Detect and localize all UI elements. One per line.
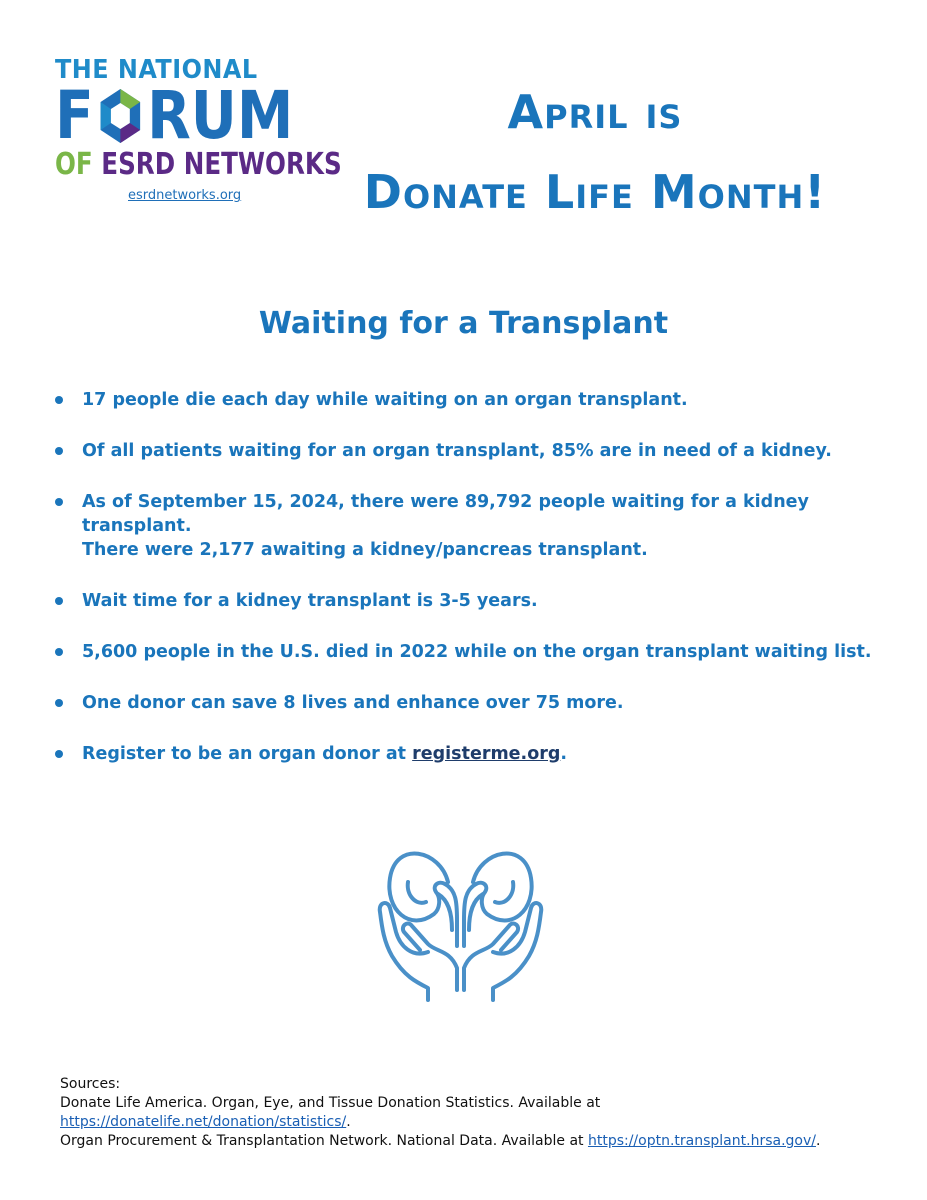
esrd-networks-logo [55,55,342,210]
logo-line-national: THE NATIONAL [55,55,258,85]
sources [60,1075,890,1151]
bullet-icon [55,498,63,506]
fact-item: 17 people die each day while waiting on an organ transplant. [55,388,875,412]
bullet-icon [55,648,63,656]
optn-link[interactable]: https://optn.transplant.hrsa.gov/ [587,1133,816,1149]
section-title: Waiting for a Transplant [258,306,669,341]
logo-forum-f: F [55,77,94,154]
fact-item-register: Register to be an organ donor at registerme.org. [55,742,875,766]
fact-item: Wait time for a kidney transplant is 3-5 years. [55,589,875,613]
logo-forum-rum: RUM [147,77,294,154]
source-item: Donate Life America. Organ, Eye, and Tissue Donation Statistics. Available at https://donatelife.net/donation/statistics/. [60,1095,601,1130]
registerme-link[interactable]: registerme.org [412,744,561,764]
logo-url-link[interactable]: esrdnetworks.org [128,188,242,203]
logo-line-esrd [55,147,342,182]
bullet-icon [55,597,63,605]
fact-item: Of all patients waiting for an organ transplant, 85% are in need of a kidney. [55,439,875,463]
sources-label: Sources: [60,1076,121,1092]
fact-item: One donor can save 8 lives and enhance over 75 more. [55,691,875,715]
bullet-icon [55,699,63,707]
bullet-icon [55,750,63,758]
fact-item: 5,600 people in the U.S. died in 2022 while on the organ transplant waiting list. [55,640,875,664]
kidneys-in-hands-icon [368,840,553,1005]
fact-item: As of September 15, 2024, there were 89,792 people waiting for a kidney transplant. There were 2,177 awaiting a kidney/pancreas transplant. [55,490,875,562]
headline-line-2: Donate Life Month! [363,165,827,219]
bullet-icon [55,447,63,455]
logo-of: OF [55,147,93,182]
headline [360,72,830,232]
headline-line-1: April is [507,85,683,139]
logo-esrd-networks: ESRD NETWORKS [92,147,342,182]
bullet-icon [55,396,63,404]
source-item: Organ Procurement & Transplantation Network. National Data. Available at https://optn.transplant.hrsa.gov/. [60,1133,821,1149]
facts-list [55,388,875,793]
forum-o-hexagon-icon [96,87,146,145]
logo-line-forum [55,77,294,154]
donatelife-link[interactable]: https://donatelife.net/donation/statistics/ [60,1114,347,1130]
